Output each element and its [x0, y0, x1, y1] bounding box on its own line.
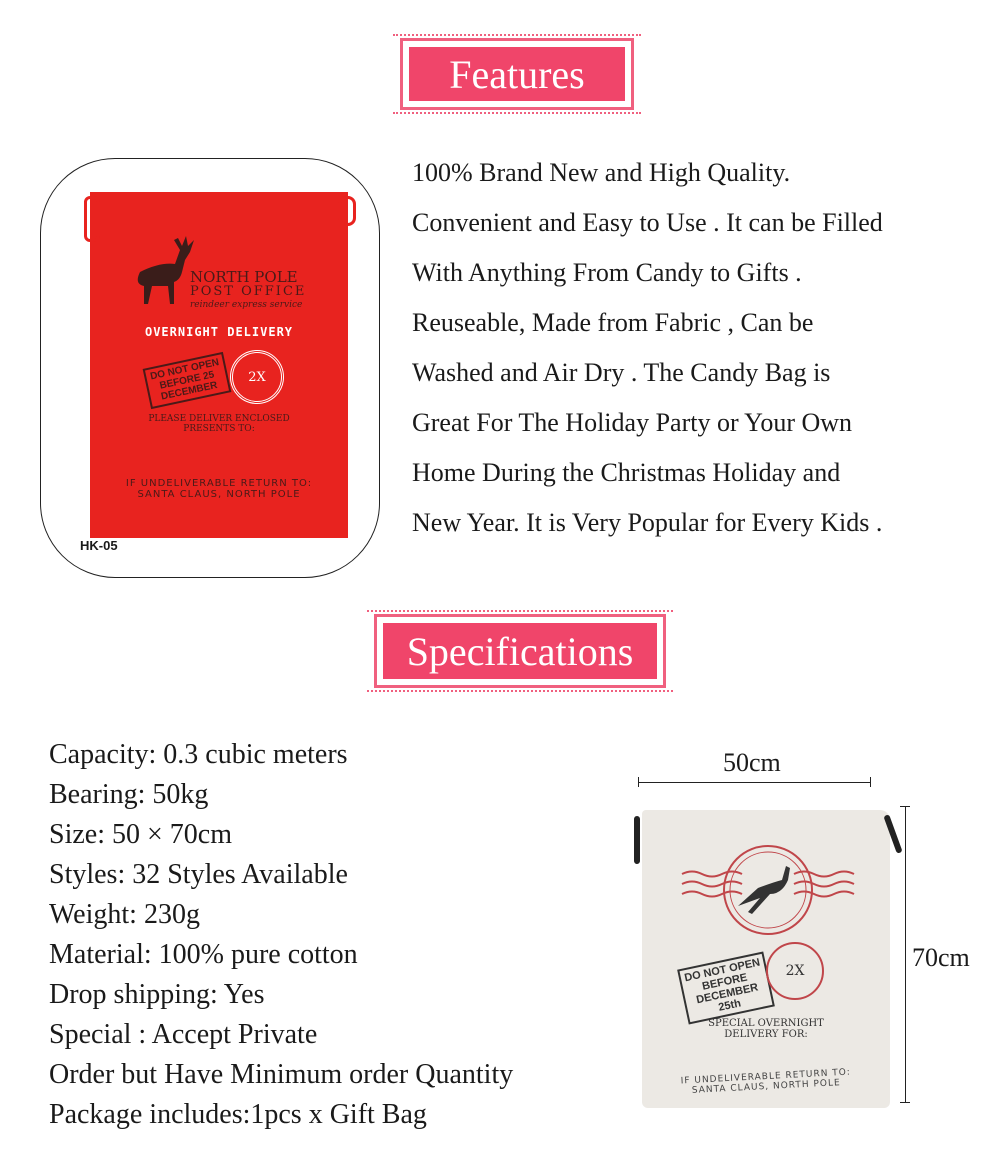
drawstring-icon: [883, 814, 902, 854]
feature-line: Washed and Air Dry . The Candy Bag is: [412, 358, 831, 387]
bag-print-special: SPECIAL OVERNIGHT DELIVERY FOR:: [708, 1018, 824, 1040]
feature-line: New Year. It is Very Popular for Every Kids .: [412, 508, 883, 537]
bag-seal: 2X: [230, 350, 284, 404]
spec-line: Size: 50 × 70cm: [49, 819, 232, 850]
product-code: HK-05: [80, 538, 118, 553]
spec-line: Bearing: 50kg: [49, 779, 209, 810]
specifications-banner: [374, 614, 666, 688]
drawstring-icon: [338, 196, 356, 226]
drawstring-icon: [634, 816, 640, 864]
spec-line: Package includes:1pcs x Gift Bag: [49, 1099, 427, 1130]
feature-line: Convenient and Easy to Use . It can be Filled: [412, 208, 883, 237]
dimension-tick: [638, 777, 639, 787]
bag-seal: 2X: [766, 942, 824, 1000]
bag-print-post-office: POST OFFICE: [190, 284, 307, 299]
bag-print-overnight: OVERNIGHT DELIVERY: [144, 325, 294, 339]
spec-line: Special : Accept Private: [49, 1019, 318, 1050]
bag-stamp: DO NOT OPEN BEFORE DECEMBER 25th: [677, 951, 775, 1024]
specifications-title: Specifications: [383, 623, 657, 679]
feature-line: Great For The Holiday Party or Your Own: [412, 408, 853, 437]
width-label: 50cm: [723, 748, 781, 777]
feature-line: With Anything From Candy to Gifts .: [412, 258, 802, 287]
bag-print-return: IF UNDELIVERABLE RETURN TO: SANTA CLAUS, NORTH POLE: [680, 1067, 852, 1096]
height-label: 70cm: [912, 943, 970, 972]
bag-print-return: IF UNDELIVERABLE RETURN TO: SANTA CLAUS, NORTH POLE: [125, 478, 313, 500]
dimension-tick: [900, 1102, 910, 1103]
spec-line: Order but Have Minimum order Quantity: [49, 1059, 514, 1090]
reindeer-mail-stamp-icon: [678, 840, 858, 940]
spec-line: Weight: 230g: [49, 899, 200, 930]
bag-print-deliver: PLEASE DELIVER ENCLOSED PRESENTS TO:: [148, 414, 290, 434]
width-dimension-line: [638, 782, 870, 783]
feature-line: Reuseable, Made from Fabric , Can be: [412, 308, 814, 337]
bag-stamp: DO NOT OPEN BEFORE 25 DECEMBER: [143, 352, 232, 409]
spec-line: Styles: 32 Styles Available: [49, 859, 348, 890]
drawstring-icon: [84, 196, 100, 242]
spec-line: Material: 100% pure cotton: [49, 939, 358, 970]
features-title: Features: [409, 47, 625, 101]
features-banner: [400, 38, 634, 110]
feature-line: Home During the Christmas Holiday and: [412, 458, 841, 487]
bag-print-north-pole: NORTH POLE: [190, 268, 298, 286]
dimension-tick: [870, 777, 871, 787]
spec-line: Capacity: 0.3 cubic meters: [49, 739, 348, 770]
feature-line: 100% Brand New and High Quality.: [412, 158, 791, 187]
dimension-tick: [900, 806, 910, 807]
bag-print-express: reindeer express service: [190, 300, 303, 310]
height-dimension-line: [905, 806, 906, 1102]
white-bag-image: [642, 810, 890, 1108]
red-bag-image: [90, 192, 348, 538]
spec-line: Drop shipping: Yes: [49, 979, 265, 1010]
